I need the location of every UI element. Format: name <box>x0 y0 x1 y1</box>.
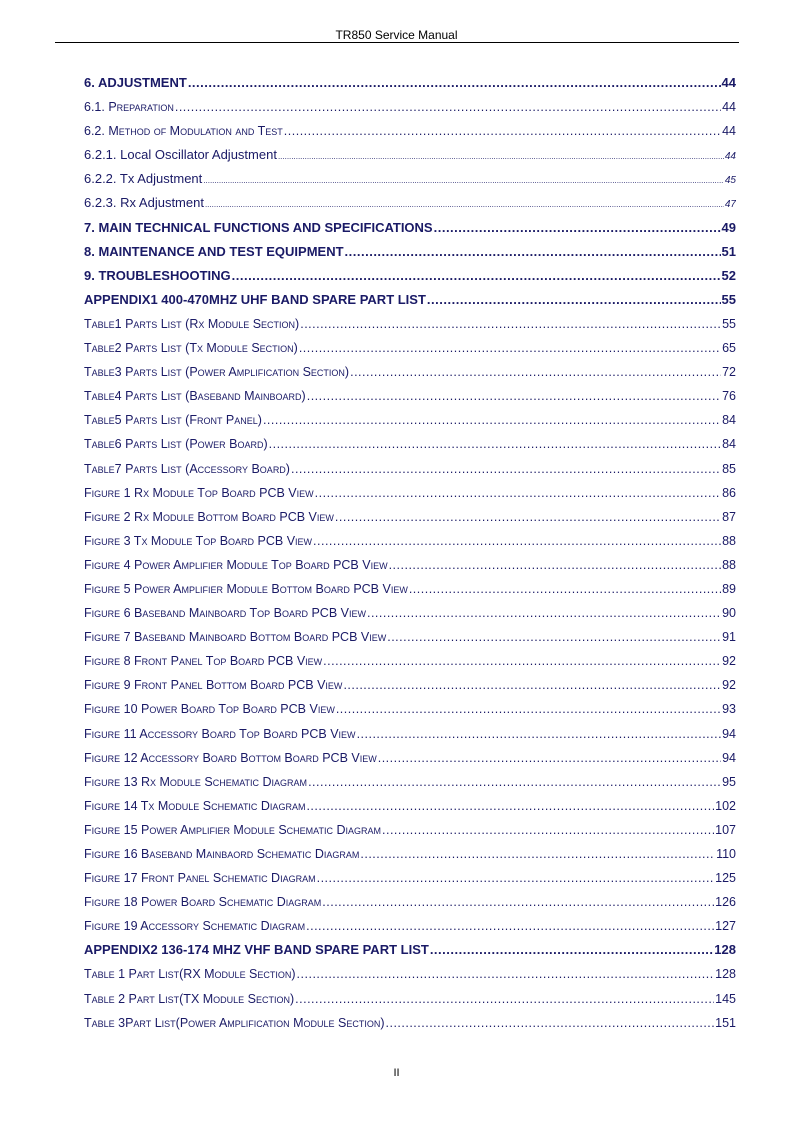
toc-entry-page-number[interactable]: 95 <box>722 774 736 789</box>
toc-dot-leader <box>313 529 721 553</box>
toc-entry-title[interactable]: Figure 1 Rx Module Top Board PCB View <box>84 485 314 500</box>
toc-entry[interactable] <box>84 601 736 625</box>
toc-entry[interactable] <box>84 987 736 1011</box>
toc-entry-page-number[interactable]: 91 <box>722 630 736 645</box>
toc-entry-title[interactable]: Figure 9 Front Panel Bottom Board PCB View <box>84 678 343 693</box>
toc-dot-leader <box>409 577 721 601</box>
toc-dot-leader <box>360 842 715 866</box>
toc-entry[interactable] <box>84 842 736 866</box>
toc-entry-title[interactable]: Figure 5 Power Amplifier Module Bottom Board PCB View <box>84 581 408 596</box>
toc-entry-page-number[interactable]: 89 <box>722 581 736 596</box>
toc-entry-title[interactable]: Table 3Part List(Power Amplification Module Section) <box>84 1015 385 1030</box>
toc-entry[interactable] <box>84 649 736 673</box>
toc-entry-title[interactable]: Table3 Parts List (Power Amplification Section) <box>84 365 350 380</box>
toc-dot-leader <box>308 770 721 794</box>
toc-dot-leader <box>297 962 715 986</box>
toc-entry[interactable] <box>84 746 736 770</box>
toc-entry-title[interactable]: Figure 11 Accessory Board Top Board PCB View <box>84 726 356 741</box>
toc-entry-title[interactable]: 9. TROUBLESHOOTING <box>84 267 231 283</box>
toc-dot-leader <box>295 987 714 1011</box>
toc-entry-title[interactable]: Figure 6 Baseband Mainboard Top Board PCB View <box>84 606 366 621</box>
toc-entry-title[interactable]: Figure 7 Baseband Mainboard Bottom Board PCB View <box>84 630 387 645</box>
toc-entry-title[interactable]: 6.2.3. Rx Adjustment <box>84 195 204 211</box>
toc-entry-page-number[interactable]: 94 <box>722 726 736 741</box>
toc-entry[interactable] <box>84 167 736 191</box>
toc-entry-title[interactable]: Figure 2 Rx Module Bottom Board PCB View <box>84 509 334 524</box>
toc-dot-leader <box>269 432 721 456</box>
toc-dot-leader <box>378 746 721 770</box>
toc-entry-title[interactable]: Figure 18 Power Board Schematic Diagram <box>84 895 322 910</box>
toc-dot-leader <box>434 216 721 240</box>
toc-dot-leader <box>430 938 713 962</box>
toc-entry[interactable] <box>84 264 736 288</box>
toc-entry-page-number[interactable]: 110 <box>716 847 736 861</box>
toc-entry[interactable] <box>84 71 736 95</box>
toc-entry-page-number[interactable]: 72 <box>722 365 736 380</box>
toc-entry[interactable] <box>84 890 736 914</box>
toc-entry[interactable] <box>84 240 736 264</box>
toc-entry[interactable] <box>84 794 736 818</box>
toc-dot-leader <box>175 95 721 119</box>
toc-entry[interactable] <box>84 119 736 143</box>
toc-entry-title[interactable]: APPENDIX2 136-174 MHZ VHF BAND SPARE PART LIST <box>84 942 429 958</box>
toc-entry-title[interactable]: Figure 17 Front Panel Schematic Diagram <box>84 871 316 886</box>
toc-entry[interactable] <box>84 577 736 601</box>
toc-entry-title[interactable]: Figure 15 Power Amplifier Module Schematic Diagram <box>84 822 381 837</box>
toc-entry-page-number[interactable]: 88 <box>722 557 736 572</box>
toc-entry-page-number[interactable]: 44 <box>721 75 736 90</box>
toc-entry[interactable] <box>84 143 736 167</box>
toc-dot-leader <box>350 360 721 384</box>
toc-dot-leader <box>343 673 721 697</box>
toc-entry[interactable] <box>84 722 736 746</box>
toc-entry-title[interactable]: Table1 Parts List (Rx Module Section) <box>84 316 300 331</box>
toc-dot-leader <box>278 145 724 167</box>
toc-entry[interactable] <box>84 770 736 794</box>
toc-entry-page-number[interactable]: 92 <box>722 654 736 669</box>
toc-entry[interactable] <box>84 481 736 505</box>
toc-entry[interactable] <box>84 191 736 215</box>
toc-entry[interactable] <box>84 962 736 986</box>
toc-dot-leader <box>336 697 721 721</box>
table-of-contents <box>84 71 736 1035</box>
toc-entry[interactable] <box>84 216 736 240</box>
toc-entry-title[interactable]: Table6 Parts List (Power Board) <box>84 437 268 452</box>
toc-dot-leader <box>203 169 724 191</box>
toc-entry-title[interactable]: Figure 14 Tx Module Schematic Diagram <box>84 798 306 813</box>
toc-entry-page-number[interactable]: 87 <box>722 509 736 524</box>
toc-entry-page-number[interactable]: 151 <box>715 1015 736 1030</box>
toc-dot-leader <box>345 240 721 264</box>
toc-entry-title[interactable]: 6.1. Preparation <box>84 100 174 115</box>
page-number: II <box>393 1067 400 1079</box>
toc-dot-leader <box>367 601 721 625</box>
toc-dot-leader <box>382 818 714 842</box>
toc-entry-title[interactable]: 6.2.2. Tx Adjustment <box>84 171 203 187</box>
toc-dot-leader <box>389 553 722 577</box>
toc-entry-page-number[interactable]: 47 <box>724 199 736 211</box>
toc-entry[interactable] <box>84 914 736 938</box>
toc-dot-leader <box>322 890 714 914</box>
toc-entry-page-number[interactable]: 107 <box>715 822 736 837</box>
toc-entry-page-number[interactable]: 84 <box>722 413 736 428</box>
toc-dot-leader <box>306 794 714 818</box>
toc-dot-leader <box>299 336 721 360</box>
toc-entry-page-number[interactable]: 65 <box>722 341 736 356</box>
toc-entry-page-number[interactable]: 52 <box>721 267 736 283</box>
toc-dot-leader <box>307 384 721 408</box>
toc-entry-title[interactable]: Figure 8 Front Panel Top Board PCB View <box>84 654 323 669</box>
toc-dot-leader <box>300 312 721 336</box>
toc-entry[interactable] <box>84 673 736 697</box>
toc-entry[interactable] <box>84 312 736 336</box>
toc-entry-page-number[interactable]: 125 <box>715 871 736 886</box>
toc-entry-page-number[interactable]: 93 <box>722 702 736 717</box>
toc-entry-title[interactable]: Figure 12 Accessory Board Bottom Board PCB View <box>84 750 377 765</box>
toc-dot-leader <box>306 914 714 938</box>
toc-entry-page-number[interactable]: 45 <box>724 175 736 187</box>
toc-entry-page-number[interactable]: 44 <box>724 151 736 163</box>
toc-dot-leader <box>284 119 721 143</box>
toc-entry[interactable] <box>84 866 736 890</box>
toc-entry-title[interactable]: Figure 3 Tx Module Top Board PCB View <box>84 533 313 548</box>
toc-entry[interactable] <box>84 1011 736 1035</box>
toc-entry[interactable] <box>84 288 736 312</box>
toc-dot-leader <box>291 457 721 481</box>
toc-entry-title[interactable]: Figure 4 Power Amplifier Module Top Board PCB View <box>84 557 388 572</box>
toc-entry-page-number[interactable]: 102 <box>715 798 736 813</box>
toc-entry[interactable] <box>84 505 736 529</box>
toc-entry-page-number[interactable]: 49 <box>721 219 736 235</box>
toc-entry-title[interactable]: Figure 13 Rx Module Schematic Diagram <box>84 774 308 789</box>
toc-entry[interactable] <box>84 818 736 842</box>
toc-entry-title[interactable]: 7. MAIN TECHNICAL FUNCTIONS AND SPECIFICATIONS <box>84 219 433 235</box>
toc-entry[interactable] <box>84 408 736 432</box>
toc-dot-leader <box>263 408 721 432</box>
toc-entry-title[interactable]: Table 1 Part List(RX Module Section) <box>84 967 296 982</box>
toc-entry-title[interactable]: Figure 16 Baseband Mainbaord Schematic Diagram <box>84 847 360 861</box>
toc-entry[interactable] <box>84 938 736 962</box>
header-rule <box>55 42 739 43</box>
toc-entry[interactable] <box>84 360 736 384</box>
toc-dot-leader <box>317 866 715 890</box>
toc-entry[interactable] <box>84 432 736 456</box>
toc-entry-title[interactable]: Table7 Parts List (Accessory Board) <box>84 461 290 476</box>
toc-entry[interactable] <box>84 457 736 481</box>
toc-entry-page-number[interactable]: 76 <box>722 389 736 404</box>
toc-entry-title[interactable]: 6.2.1. Local Oscillator Adjustment <box>84 147 277 163</box>
toc-entry-page-number[interactable]: 84 <box>722 437 736 452</box>
toc-entry-page-number[interactable]: 55 <box>722 316 736 331</box>
toc-entry-page-number[interactable]: 55 <box>721 291 736 307</box>
toc-entry-page-number[interactable]: 127 <box>715 919 736 934</box>
toc-entry[interactable] <box>84 95 736 119</box>
toc-entry-page-number[interactable]: 86 <box>722 485 736 500</box>
toc-dot-leader <box>232 264 721 288</box>
toc-entry-title[interactable]: Table5 Parts List (Front Panel) <box>84 413 262 428</box>
toc-dot-leader <box>323 649 721 673</box>
toc-entry[interactable] <box>84 384 736 408</box>
toc-entry-page-number[interactable]: 145 <box>715 991 736 1006</box>
toc-dot-leader <box>357 722 722 746</box>
toc-entry-title[interactable]: Table 2 Part List(TX Module Section) <box>84 991 295 1006</box>
toc-dot-leader <box>386 1011 715 1035</box>
toc-entry-title[interactable]: Table4 Parts List (Baseband Mainboard) <box>84 389 306 404</box>
toc-entry[interactable] <box>84 553 736 577</box>
toc-dot-leader <box>315 481 721 505</box>
toc-entry-page-number[interactable]: 128 <box>714 942 736 958</box>
toc-entry-page-number[interactable]: 90 <box>722 606 736 621</box>
toc-dot-leader <box>335 505 721 529</box>
toc-dot-leader <box>427 288 721 312</box>
toc-entry-title[interactable]: 6.2. Method of Modulation and Test <box>84 124 283 139</box>
toc-dot-leader <box>188 71 721 95</box>
toc-entry-page-number[interactable]: 51 <box>721 243 736 259</box>
toc-entry-page-number[interactable]: 88 <box>722 533 736 548</box>
toc-entry-page-number[interactable]: 85 <box>722 461 736 476</box>
toc-entry[interactable] <box>84 625 736 649</box>
running-header: TR850 Service Manual <box>335 28 458 42</box>
toc-entry-title[interactable]: Table2 Parts List (Tx Module Section) <box>84 341 298 356</box>
toc-entry-page-number[interactable]: 94 <box>722 750 736 765</box>
toc-entry[interactable] <box>84 697 736 721</box>
toc-entry-title[interactable]: Figure 19 Accessory Schematic Diagram <box>84 919 306 934</box>
toc-entry[interactable] <box>84 529 736 553</box>
toc-entry-title[interactable]: 8. MAINTENANCE AND TEST EQUIPMENT <box>84 243 344 259</box>
toc-entry-page-number[interactable]: 92 <box>722 678 736 693</box>
toc-entry-title[interactable]: 6. ADJUSTMENT <box>84 75 187 90</box>
toc-entry[interactable] <box>84 336 736 360</box>
toc-entry-page-number[interactable]: 126 <box>715 895 736 910</box>
toc-entry-page-number[interactable]: 128 <box>715 967 736 982</box>
toc-dot-leader <box>205 193 724 215</box>
toc-dot-leader <box>387 625 721 649</box>
toc-entry-page-number[interactable]: 44 <box>722 100 736 115</box>
toc-entry-title[interactable]: Figure 10 Power Board Top Board PCB View <box>84 702 335 717</box>
toc-entry-page-number[interactable]: 44 <box>722 124 736 139</box>
toc-entry-title[interactable]: APPENDIX1 400-470MHZ UHF BAND SPARE PART LIST <box>84 291 426 307</box>
